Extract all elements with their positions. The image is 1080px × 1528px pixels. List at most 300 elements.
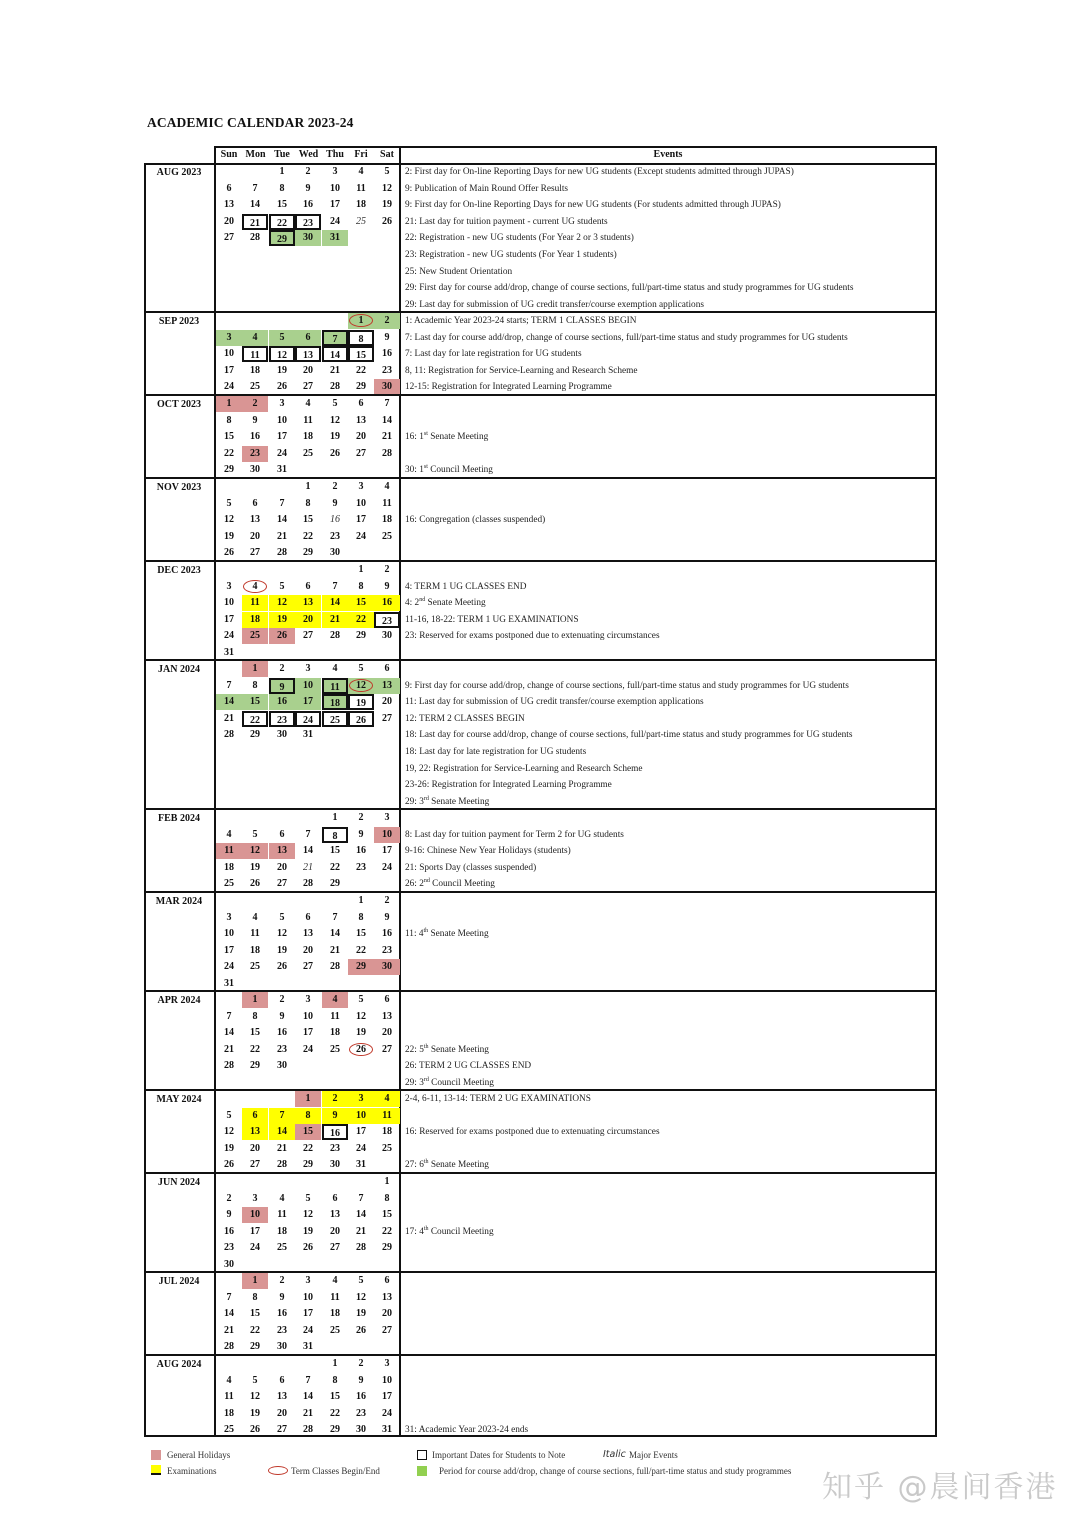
calendar-day <box>295 1191 321 1207</box>
event-item <box>405 313 636 330</box>
calendar-day <box>269 1124 295 1140</box>
calendar-day <box>295 860 321 876</box>
day-number: 27 <box>303 381 313 393</box>
calendar-day <box>242 181 268 197</box>
month-divider <box>144 1354 937 1356</box>
calendar-day <box>242 1306 268 1322</box>
calendar-day <box>242 1124 268 1140</box>
event-text: 22: Registration - new UG students (For Year 2 or 3 students) <box>405 233 634 244</box>
day-number: 30 <box>330 547 340 559</box>
holiday-swatch-icon <box>151 1450 161 1460</box>
calendar-day <box>216 579 242 595</box>
event-item <box>405 280 853 297</box>
calendar-day <box>269 926 295 942</box>
day-number: 6 <box>384 994 390 1005</box>
calendar-day <box>269 1373 295 1389</box>
event-item <box>405 926 489 943</box>
calendar-day <box>216 462 242 478</box>
day-number: 11 <box>250 597 260 609</box>
calendar-day <box>216 1124 242 1140</box>
day-number: 28 <box>330 961 340 973</box>
calendar-day <box>269 1339 295 1355</box>
event-text-rest: Senate Meeting <box>425 598 486 609</box>
calendar-day <box>348 1108 374 1124</box>
calendar-day <box>242 363 268 379</box>
day-number: 29 <box>250 729 260 741</box>
day-number: 21 <box>250 217 260 229</box>
day-number: 25 <box>250 381 260 393</box>
calendar-day <box>295 379 321 395</box>
event-ordinal-suffix: rd <box>423 1076 429 1083</box>
day-number: 12 <box>382 182 392 194</box>
calendar-day <box>216 413 242 429</box>
day-number: 9 <box>384 580 390 592</box>
calendar-day <box>322 694 348 710</box>
calendar-day <box>348 1240 374 1256</box>
day-number: 18 <box>303 431 313 443</box>
calendar-day <box>348 529 374 545</box>
day-number: 13 <box>382 1291 392 1303</box>
day-number: 9 <box>279 1010 285 1022</box>
event-text-rest: Council Meeting <box>428 1226 494 1237</box>
day-number: 14 <box>224 1308 234 1320</box>
calendar-day <box>216 860 242 876</box>
event-text: 12: TERM 2 CLASSES BEGIN <box>405 713 525 724</box>
day-number: 22 <box>330 861 340 873</box>
calendar-day <box>348 1373 374 1389</box>
calendar-day <box>374 512 400 528</box>
watermark: 知乎 @晨间香港 <box>822 1470 1058 1505</box>
calendar-day <box>242 1406 268 1422</box>
event-item <box>405 197 781 214</box>
event-text: 11-16, 18-22: TERM 1 UG EXAMINATIONS <box>405 614 579 625</box>
event-text: 26: TERM 2 UG CLASSES END <box>405 1061 532 1072</box>
day-number: 5 <box>279 580 285 592</box>
day-number: 24 <box>303 714 313 726</box>
calendar-day <box>322 1191 348 1207</box>
day-number: 26 <box>250 1424 260 1436</box>
day-number: 18 <box>224 861 234 873</box>
day-number: 23 <box>224 1242 234 1254</box>
calendar-day <box>348 1389 374 1405</box>
calendar-day <box>374 711 400 727</box>
calendar-day <box>322 1042 348 1058</box>
calendar-day <box>322 1124 348 1140</box>
calendar-day <box>216 1207 242 1223</box>
calendar-day <box>348 893 374 909</box>
calendar-day <box>242 1389 268 1405</box>
calendar-day <box>295 943 321 959</box>
calendar-day <box>242 1025 268 1041</box>
header-tue: Tue <box>274 149 290 160</box>
day-number: 20 <box>250 1142 260 1154</box>
event-text: 30: 1 <box>405 465 424 476</box>
day-number: 19 <box>356 1308 366 1320</box>
calendar-day <box>322 1224 348 1240</box>
calendar-day <box>348 711 374 727</box>
event-item <box>405 1091 591 1108</box>
day-number: 4 <box>305 398 311 409</box>
day-number: 3 <box>305 663 311 674</box>
event-text: 23: Registration - new UG students (For Year 1 students) <box>405 250 617 260</box>
day-number: 7 <box>252 182 258 194</box>
day-number: 30 <box>330 1159 340 1171</box>
calendar-day <box>348 810 374 826</box>
day-number: 22 <box>303 530 313 542</box>
calendar-day <box>242 1224 268 1240</box>
calendar-day <box>348 1356 374 1372</box>
event-ordinal-suffix: st <box>423 464 428 471</box>
calendar-day <box>295 694 321 710</box>
day-number: 5 <box>226 497 232 509</box>
day-number: 6 <box>332 1192 338 1204</box>
day-number: 22 <box>277 217 287 229</box>
calendar-day <box>269 727 295 743</box>
calendar-day <box>374 479 400 495</box>
day-number: 8 <box>305 1109 311 1121</box>
calendar-day <box>269 197 295 213</box>
event-item <box>405 860 536 877</box>
month-label: SEP 2023 <box>158 316 200 327</box>
month-label: OCT 2023 <box>157 399 201 410</box>
day-number: 30 <box>356 1424 366 1436</box>
calendar-day <box>322 1290 348 1306</box>
calendar-day <box>216 496 242 512</box>
calendar-day <box>348 1207 374 1223</box>
calendar-day <box>374 810 400 826</box>
calendar-day <box>216 827 242 843</box>
calendar-day <box>269 512 295 528</box>
calendar-day <box>216 197 242 213</box>
calendar-day <box>269 446 295 462</box>
day-number: 23 <box>330 530 340 542</box>
day-number: 12 <box>224 1126 234 1138</box>
day-number: 14 <box>250 199 260 211</box>
day-number: 12 <box>277 350 287 362</box>
event-item <box>405 1224 494 1241</box>
day-number: 5 <box>358 663 364 674</box>
calendar-day <box>295 1091 321 1107</box>
legend-general-holidays: General Holidays <box>167 1450 231 1460</box>
day-number: 10 <box>303 1291 313 1303</box>
day-number: 15 <box>224 431 234 443</box>
day-number: 3 <box>384 812 390 823</box>
calendar-day <box>295 1273 321 1289</box>
legend-italic-label: Italic <box>603 1449 626 1460</box>
day-number: 22 <box>224 447 234 459</box>
day-number: 9 <box>358 1374 364 1386</box>
calendar-day <box>374 1290 400 1306</box>
calendar-day <box>295 992 321 1008</box>
calendar-day <box>295 230 321 246</box>
day-number: 19 <box>224 1142 234 1154</box>
calendar-day <box>269 346 295 362</box>
day-number: 14 <box>330 928 340 940</box>
calendar-day <box>242 529 268 545</box>
day-number: 7 <box>226 679 232 691</box>
day-number: 9 <box>279 681 285 693</box>
calendar-day <box>216 1157 242 1173</box>
event-text: 29: 3 <box>405 796 424 807</box>
day-number: 8 <box>279 182 285 194</box>
day-number: 2 <box>279 1275 285 1286</box>
event-text: 9: First day for course add/drop, change of course sections, full/part-time status and study programmes for UG students <box>405 680 849 691</box>
day-number: 4 <box>332 1275 338 1286</box>
calendar-day <box>269 1422 295 1438</box>
event-item <box>405 1042 489 1059</box>
day-number: 6 <box>226 182 232 194</box>
day-number: 1 <box>305 481 311 492</box>
calendar-day <box>242 943 268 959</box>
calendar-day <box>295 628 321 644</box>
day-number: 27 <box>250 547 260 559</box>
calendar-day <box>269 612 295 628</box>
event-item <box>405 1422 528 1439</box>
day-number: 19 <box>356 1027 366 1039</box>
calendar-day <box>322 926 348 942</box>
calendar-day <box>269 1306 295 1322</box>
calendar-day <box>295 876 321 892</box>
event-text: 29: Last day for submission of UG credit transfer/course exemption applications <box>405 299 704 310</box>
event-ordinal-suffix: nd <box>419 597 426 604</box>
day-number: 27 <box>250 1159 260 1171</box>
day-number: 10 <box>224 348 234 360</box>
day-number: 24 <box>277 447 287 459</box>
day-number: 7 <box>226 1291 232 1303</box>
event-ordinal-suffix: th <box>423 1225 429 1232</box>
calendar-day <box>242 678 268 694</box>
calendar-day <box>374 1141 400 1157</box>
day-number: 4 <box>252 911 258 923</box>
month-label: JAN 2024 <box>158 664 200 675</box>
calendar-day <box>374 379 400 395</box>
day-number: 11 <box>277 1209 287 1221</box>
day-number: 26 <box>303 1242 313 1254</box>
calendar-day <box>295 413 321 429</box>
calendar-day <box>374 1422 400 1438</box>
event-text: 19, 22: Registration for Service-Learning and Research Scheme <box>405 763 643 774</box>
calendar-day <box>269 1207 295 1223</box>
calendar-day <box>322 1389 348 1405</box>
day-number: 19 <box>277 364 287 376</box>
day-number: 2 <box>279 663 285 674</box>
day-number: 26 <box>224 547 234 559</box>
day-number: 30 <box>382 381 392 393</box>
calendar-day <box>242 1042 268 1058</box>
event-item <box>405 612 579 629</box>
calendar-day <box>295 1406 321 1422</box>
calendar-day <box>242 926 268 942</box>
day-number: 17 <box>356 514 366 526</box>
day-number: 22 <box>250 1324 260 1336</box>
calendar-day <box>348 1191 374 1207</box>
calendar-day <box>216 943 242 959</box>
day-number: 28 <box>224 729 234 741</box>
event-text-rest: Senate Meeting <box>428 796 490 807</box>
month-divider <box>144 1172 937 1174</box>
calendar-day <box>216 1042 242 1058</box>
event-item <box>405 761 643 778</box>
calendar-day <box>295 330 321 346</box>
day-number: 18 <box>330 1027 340 1039</box>
box-swatch-icon <box>417 1450 427 1460</box>
day-number: 22 <box>250 1043 260 1055</box>
calendar-day <box>322 1207 348 1223</box>
event-ordinal-suffix: th <box>423 1043 429 1050</box>
calendar-day <box>269 694 295 710</box>
day-number: 17 <box>303 696 313 708</box>
day-number: 21 <box>224 1043 234 1055</box>
day-number: 14 <box>330 597 340 609</box>
calendar-day <box>216 379 242 395</box>
calendar-day <box>374 562 400 578</box>
calendar-day <box>322 595 348 611</box>
day-number: 1 <box>332 812 338 823</box>
day-number: 24 <box>356 1142 366 1154</box>
day-number: 16 <box>382 597 392 609</box>
event-text: 1: Academic Year 2023-24 starts; TERM 1 CLASSES BEGIN <box>405 316 637 326</box>
calendar-day <box>269 1273 295 1289</box>
calendar-day <box>216 1323 242 1339</box>
calendar-day <box>374 595 400 611</box>
calendar-day <box>348 1025 374 1041</box>
calendar-day <box>322 612 348 628</box>
day-number: 19 <box>330 431 340 443</box>
calendar-day <box>216 711 242 727</box>
calendar-day <box>216 678 242 694</box>
day-number: 12 <box>356 1010 366 1022</box>
day-number: 25 <box>277 1242 287 1254</box>
day-number: 15 <box>356 597 366 609</box>
calendar-day <box>295 1157 321 1173</box>
calendar-day <box>374 1389 400 1405</box>
day-number: 19 <box>303 1225 313 1237</box>
day-number: 3 <box>305 994 311 1005</box>
page-title: ACADEMIC CALENDAR 2023-24 <box>147 115 354 130</box>
calendar-day <box>295 396 321 412</box>
day-number: 13 <box>224 199 234 211</box>
day-number: 19 <box>277 944 287 956</box>
event-text: 23: Reserved for exams postponed due to extenuating circumstances <box>405 631 660 642</box>
day-number: 27 <box>277 1424 287 1436</box>
calendar-day <box>348 1141 374 1157</box>
day-number: 16 <box>277 1027 287 1039</box>
calendar-day <box>269 678 295 694</box>
calendar-day <box>348 164 374 180</box>
calendar-day <box>348 496 374 512</box>
event-text-rest: Senate Meeting <box>428 1044 489 1055</box>
calendar-day <box>348 943 374 959</box>
event-item <box>405 214 608 231</box>
day-number: 17 <box>303 1027 313 1039</box>
day-number: 22 <box>356 944 366 956</box>
event-text: 4: 2 <box>405 598 420 609</box>
day-number: 24 <box>224 630 234 642</box>
calendar-day <box>348 1091 374 1107</box>
calendar-day <box>348 959 374 975</box>
calendar-day <box>242 1373 268 1389</box>
calendar-day <box>348 992 374 1008</box>
calendar-day <box>216 1290 242 1306</box>
day-number: 15 <box>277 199 287 211</box>
term-ring-icon <box>243 580 267 593</box>
day-number: 2 <box>226 1192 232 1204</box>
calendar-day <box>295 1009 321 1025</box>
day-number: 4 <box>332 663 338 674</box>
calendar-day <box>269 429 295 445</box>
calendar-day <box>269 876 295 892</box>
day-number: 15 <box>250 696 260 708</box>
calendar-day <box>322 876 348 892</box>
day-number: 7 <box>279 497 285 509</box>
event-text: 9: First day for On-line Reporting Days for new UG students (For students admitted through JUPAS) <box>405 200 781 211</box>
day-number: 13 <box>250 514 260 526</box>
day-number: 1 <box>305 1093 311 1104</box>
calendar-day <box>374 413 400 429</box>
calendar-day <box>242 1323 268 1339</box>
calendar-day <box>374 313 400 329</box>
day-number: 11 <box>303 414 313 426</box>
calendar-day <box>348 1290 374 1306</box>
calendar-day <box>374 1224 400 1240</box>
day-number: 16 <box>277 1308 287 1320</box>
calendar-day <box>348 313 374 329</box>
day-number: 6 <box>305 580 311 592</box>
calendar-day <box>269 462 295 478</box>
day-number: 18 <box>277 1225 287 1237</box>
day-number: 24 <box>330 215 340 227</box>
calendar-day <box>348 363 374 379</box>
day-number: 13 <box>330 1209 340 1221</box>
calendar-day <box>374 1174 400 1190</box>
day-number: 10 <box>382 828 392 840</box>
event-text: 7: Last day for late registration for UG students <box>405 349 582 360</box>
calendar-day <box>216 727 242 743</box>
day-number: 31 <box>224 647 234 658</box>
event-text: 26: 2 <box>405 879 424 890</box>
calendar-day <box>322 496 348 512</box>
month-label: JUL 2024 <box>158 1276 200 1287</box>
day-number: 23 <box>277 1043 287 1055</box>
calendar-day <box>269 363 295 379</box>
calendar-day <box>348 1306 374 1322</box>
day-number: 4 <box>252 331 258 343</box>
calendar-day <box>216 1339 242 1355</box>
calendar-day <box>216 181 242 197</box>
event-text: 22: 5 <box>405 1044 424 1055</box>
calendar-day <box>269 943 295 959</box>
calendar-day <box>374 1207 400 1223</box>
day-number: 8 <box>358 333 364 345</box>
day-number: 13 <box>382 679 392 691</box>
day-number: 21 <box>224 712 234 724</box>
calendar-day <box>348 910 374 926</box>
day-number: 25 <box>250 630 260 642</box>
day-number: 1 <box>252 1275 258 1286</box>
day-number: 26 <box>356 714 366 726</box>
calendar-day <box>295 1389 321 1405</box>
calendar-day <box>242 992 268 1008</box>
day-number: 8 <box>332 1374 338 1386</box>
calendar-day <box>322 197 348 213</box>
exam-swatch-icon <box>151 1465 161 1475</box>
day-number: 17 <box>303 1308 313 1320</box>
day-number: 25 <box>330 1324 340 1336</box>
calendar-day <box>374 860 400 876</box>
day-number: 27 <box>224 232 234 244</box>
day-number: 23 <box>382 364 392 376</box>
day-number: 26 <box>250 878 260 890</box>
